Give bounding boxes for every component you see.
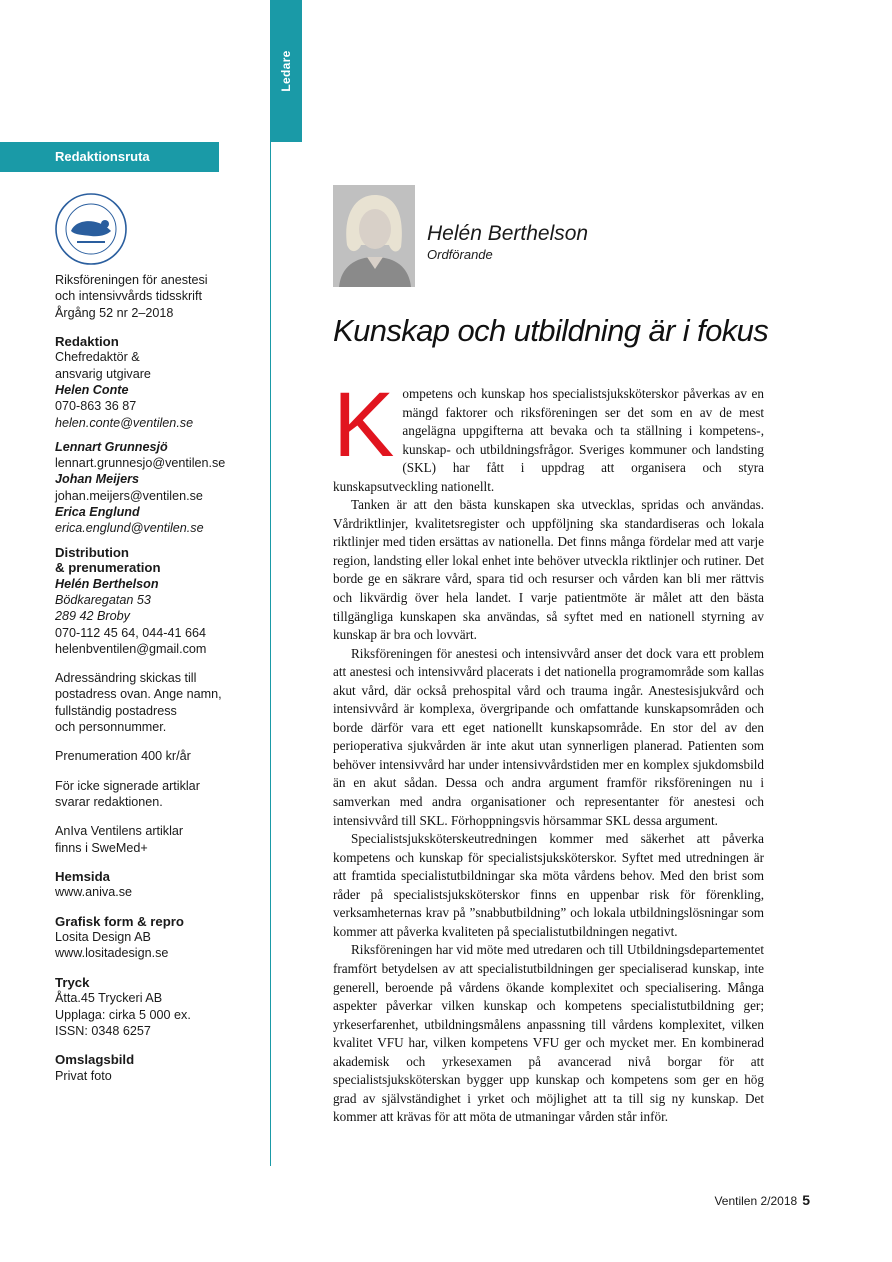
article-paragraph: Riksföreningen har vid möte med utredaren och till Utbildningsdepartementet framfört betydelsen av att specialistutbildningen ger specialiserad kunskap, inte generell, beroende på vårdens ökande komplexitet och specialisering. Många aspekter påverkar vilken kunskap och kompetens specialistutbildning ger; yrkeserfarenhet, utbildningsmålens anpassning till vårdens komplexitet, vilken kvalitet VFU har, vilken kompetens VFU ger och mycket mer. En kombinerad akademisk och yrkesexamen på avancerad nivå borgar för att specialistsjuksköterskan bygger upp kunskap och kompetens som ger en hög grad av självständighet i yrket och möjlighet att ta till sig ny kunskap. Det kommer att krävas för att möta de utmaningar vården står inför.	[333, 942, 764, 1125]
association-logo	[55, 193, 127, 265]
contact-name: Erica Englund	[55, 505, 140, 520]
intro-line: Årgång 52 nr 2–2018	[55, 305, 174, 320]
author-role: Ordförande	[427, 247, 493, 262]
print-issn: ISSN: 0348 6257	[55, 1023, 151, 1038]
article-paragraph: Tanken är att den bästa kunskapen ska utvecklas, spridas och användas. Vårdriktlinjer, kvalitetsregister och uppföljning ska standardiseras och lokala riktlinjer med tiden ersättas av nationella. Det finns många fördelar med att varje region, landsting eller lokal enhet inte behöver utveckla riktlinjer och rutiner. Det borde ge en säkrare vård, spara tid och resurser och vården kan bli mer rättvis och likvärdig över hela landet. I varje patientmöte är målet att den bästa tillgängliga kunskapen ska användas, så syftet med en nationell styrning av kunskap är bra och lovvärt.	[333, 497, 764, 643]
page-footer	[714, 1192, 810, 1208]
distribution-heading: Distribution	[55, 544, 129, 560]
intro-line: och intensivvårds tidsskrift	[55, 289, 202, 304]
address-change-line: postadress ovan. Ange namn,	[55, 687, 222, 702]
article-paragraph	[333, 374, 764, 496]
print-name: Åtta.45 Tryckeri AB	[55, 991, 163, 1006]
intro-line: Riksföreningen för anestesi	[55, 273, 208, 287]
section-tab-label: Ledare	[279, 50, 293, 92]
article-title: Kunskap och utbildning är i fokus	[333, 313, 769, 348]
author-photo	[333, 185, 415, 287]
drop-cap: K	[333, 374, 395, 476]
article-paragraph: Specialistsjuksköterskeutredningen kommer med säkerhet att påverka kompetens och kunskap för specialistsjuksköterskor. Syftet med utredningen är att framtida specialistutbildningar ska möta vårdens behov. Med den brist som råder på specialistsjuksköterskor finns en uppenbar risk för förenkling, verksamheternas krav på ”snabbutbildning” och lokala utbildningslösningar som kommer att påverka kvaliteten på specialistutbildningen negativt.	[333, 831, 764, 939]
design-url[interactable]: www.lositadesign.se	[55, 946, 169, 961]
article-paragraph: Riksföreningen för anestesi och intensivvård anser det dock vara ett problem att anestesi och intensivvård placerats i det nationella programområde som kallas akut vård, där också prehospital vård och trauma ingår. Anestesisjukvård och intensivvård är komplexa, övergripande och omfattande kunskapsområden och borde därför vara ett eget nationellt kunskapsområde. En stor del av den perioperativa sjukvården är inte akut utan synnerligen planerad. Patienten som behöver intensivvård har under intensivvårdstiden mer en komplex sjukdomsbild än en akut sådan. Dessa och andra argument framför riksföreningen nu i samverkan med andra organisationer och representanter för anestesi och intensivvård till SKL. Förhoppningsvis hörsammar SKL dessa argument.	[333, 645, 764, 828]
sidebar-heading: Redaktionsruta	[55, 149, 150, 164]
distribution-street: Bödkaregatan 53	[55, 592, 151, 607]
editor-name: Helen Conte	[55, 382, 129, 397]
cover-text: Privat foto	[55, 1068, 112, 1083]
address-change-line: och personnummer.	[55, 720, 167, 735]
address-change-line: fullständig postadress	[55, 703, 177, 718]
distribution-phone: 070-112 45 64, 044-41 664	[55, 625, 207, 640]
editor-email[interactable]: helen.conte@ventilen.se	[55, 415, 194, 430]
unsigned-line: svarar redaktionen.	[55, 794, 163, 809]
design-heading: Grafisk form & repro	[55, 913, 184, 929]
author-name: Helén Berthelson	[427, 222, 589, 245]
swemed-line: finns i SweMed+	[55, 840, 148, 855]
distribution-name: Helén Berthelson	[55, 576, 159, 591]
redaktion-line: Chefredaktör &	[55, 350, 140, 365]
distribution-city: 289 42 Broby	[55, 609, 130, 624]
contact-email[interactable]: johan.meijers@ventilen.se	[55, 488, 203, 503]
contact-name: Johan Meijers	[55, 472, 139, 487]
sidebar-heading-bar	[0, 142, 219, 172]
publication-name: Ventilen 2/2018	[714, 1194, 798, 1208]
section-tab	[270, 0, 302, 142]
distribution-heading: & prenumeration	[55, 560, 161, 576]
redaktion-line: ansvarig utgivare	[55, 366, 151, 381]
contact-name: Lennart Grunnesjö	[55, 439, 168, 454]
address-change-line: Adressändring skickas till	[55, 671, 197, 686]
unsigned-line: För icke signerade artiklar	[55, 778, 200, 793]
print-heading: Tryck	[55, 974, 90, 990]
website-url[interactable]: www.aniva.se	[55, 885, 132, 900]
article-body	[333, 374, 764, 1127]
distribution-email[interactable]: helenbventilen@gmail.com	[55, 641, 207, 656]
website-heading: Hemsida	[55, 868, 110, 884]
sidebar	[55, 272, 260, 1084]
design-name: Losita Design AB	[55, 930, 151, 945]
page-number: 5	[802, 1192, 810, 1208]
column-divider	[270, 142, 271, 1166]
cover-heading: Omslagsbild	[55, 1052, 135, 1068]
contact-email[interactable]: lennart.grunnesjo@ventilen.se	[55, 456, 226, 471]
editor-phone: 070-863 36 87	[55, 399, 137, 414]
print-circulation: Upplaga: cirka 5 000 ex.	[55, 1007, 191, 1022]
swemed-line: AnIva Ventilens artiklar	[55, 824, 184, 839]
subscription-price: Prenumeration 400 kr/år	[55, 749, 191, 764]
redaktion-heading: Redaktion	[55, 333, 119, 349]
first-paragraph-text: ompetens och kunskap hos specialistsjuksköterskor påverkas av en mängd faktorer och riksföreningen ser det som en av de mest angelägna uppgifterna att bevaka och ta ställning i kompetens-, kunskap- och utbildningsfrågor. Sveriges kommuner och landsting (SKL) har fått i uppdrag att organisera och styra kunskapsutveckling nationellt.	[333, 386, 764, 494]
contact-email[interactable]: erica.englund@ventilen.se	[55, 521, 204, 536]
